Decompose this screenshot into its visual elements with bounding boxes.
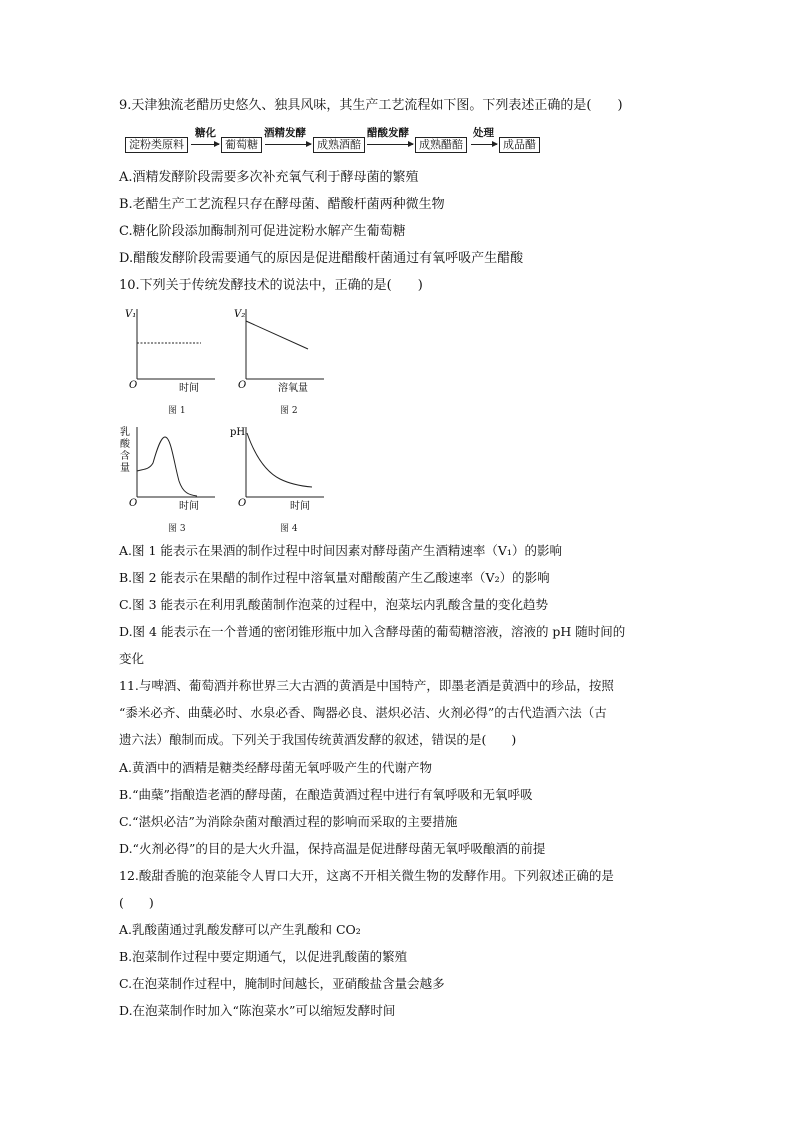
fig3-y-label-char-1: 乳 [120, 427, 130, 438]
q9-stem: 9.天津独流老醋历史悠久、独具风味，其生产工艺流程如下图。下列表述正确的是( ) [119, 98, 623, 113]
fig1-x-label: 时间 [179, 383, 199, 394]
q11-option-a: A.黄酒中的酒精是糖类经酵母菌无氧呼吸产生的代谢产物 [119, 760, 433, 775]
fig4-y-label: pH [230, 427, 246, 438]
flow-arrow-label-processing: 处理 [473, 127, 494, 139]
fig4-decay-curve [247, 433, 312, 487]
q9-option-d: D.醋酸发酵阶段需要通气的原因是促进醋酸杆菌通过有氧呼吸产生醋酸 [119, 251, 524, 266]
flow-arrow-1 [191, 144, 219, 145]
q10-option-d-continued: 变化 [119, 651, 145, 666]
figure-3-graph [119, 423, 219, 515]
q12-stem-line-2: ( ) [119, 895, 154, 910]
flow-box-starch: 淀粉类原料 [125, 137, 188, 153]
fig3-y-label-char-3: 含 [120, 451, 130, 462]
q9-option-c: C.糖化阶段添加酶制剂可促进淀粉水解产生葡萄糖 [119, 224, 406, 239]
q10-option-c: C.图 3 能表示在利用乳酸菌制作泡菜的过程中，泡菜坛内乳酸含量的变化趋势 [119, 597, 548, 612]
q11-option-c: C.“湛炽必洁”为消除杂菌对酿酒过程的影响而采取的主要措施 [119, 814, 458, 829]
figure-4-graph [228, 423, 328, 515]
flow-box-mature-vinegar-mash: 成熟醋醅 [415, 137, 467, 153]
fig1-origin: O [129, 380, 138, 391]
q11-stem-line-2: “黍米必齐、曲蘖必时、水泉必香、陶器必良、湛炽必洁、火剂必得”的古代造酒六法（古 [119, 705, 607, 720]
q12-option-c: C.在泡菜制作过程中，腌制时间越长，亚硝酸盐含量会越多 [119, 976, 445, 991]
q10-stem: 10.下列关于传统发酵技术的说法中，正确的是( ) [119, 278, 423, 293]
fig2-y-label: V₂ [234, 309, 246, 320]
flow-arrow-2 [265, 144, 311, 145]
q9-option-b: B.老醋生产工艺流程只存在酵母菌、醋酸杆菌两种微生物 [119, 197, 445, 212]
fig1-caption: 图 1 [168, 406, 186, 416]
flow-box-final-vinegar: 成品醋 [499, 137, 540, 153]
fig3-caption: 图 3 [168, 524, 186, 534]
flow-arrow-label-acetic-fermentation: 醋酸发酵 [367, 127, 409, 139]
fig3-y-label-char-2: 酸 [120, 439, 130, 450]
fig2-caption: 图 2 [280, 406, 298, 416]
q11-option-d: D.“火剂必得”的目的是大火升温，保持高温是促进酵母菌无氧呼吸酿酒的前提 [119, 841, 546, 856]
q10-option-b: B.图 2 能表示在果醋的制作过程中溶氧量对醋酸菌产生乙酸速率（V₂）的影响 [119, 570, 550, 585]
figure-2-graph [228, 305, 328, 397]
q10-option-d: D.图 4 能表示在一个普通的密闭锥形瓶中加入含酵母菌的葡萄糖溶液，溶液的 pH 随时间的 [119, 624, 626, 639]
fig2-origin: O [238, 380, 247, 391]
q10-option-a: A.图 1 能表示在果酒的制作过程中时间因素对酵母菌产生酒精速率（V₁）的影响 [119, 543, 562, 558]
q9-option-a: A.酒精发酵阶段需要多次补充氧气利于酵母菌的繁殖 [119, 170, 419, 185]
fig3-y-label-char-4: 量 [120, 463, 130, 474]
fig1-y-label: V₁ [125, 309, 137, 320]
fig3-x-label: 时间 [179, 501, 199, 512]
flow-arrow-label-alcohol-fermentation: 酒精发酵 [264, 127, 306, 139]
q12-option-d: D.在泡菜制作时加入“陈泡菜水”可以缩短发酵时间 [119, 1003, 396, 1018]
fig3-peak-curve [137, 437, 197, 496]
flow-arrow-label-saccharification: 糖化 [195, 127, 216, 139]
q9-process-flow-diagram [125, 128, 555, 158]
flow-arrow-4 [471, 144, 497, 145]
fig4-caption: 图 4 [280, 524, 298, 534]
fig2-decreasing-line [246, 321, 308, 349]
q12-option-a: A.乳酸菌通过乳酸发酵可以产生乳酸和 CO₂ [119, 922, 361, 937]
fig4-x-label: 时间 [290, 501, 310, 512]
flow-arrow-3 [367, 144, 413, 145]
q11-option-b: B.“曲蘖”指酿造老酒的酵母菌，在酿造黄酒过程中进行有氧呼吸和无氧呼吸 [119, 787, 533, 802]
q12-stem-line-1: 12.酸甜香脆的泡菜能令人胃口大开，这离不开相关微生物的发酵作用。下列叙述正确的是 [119, 868, 614, 883]
fig3-origin: O [129, 498, 138, 509]
fig4-origin: O [238, 498, 247, 509]
q12-option-b: B.泡菜制作过程中要定期通气，以促进乳酸菌的繁殖 [119, 949, 408, 964]
flow-box-glucose: 葡萄糖 [221, 137, 262, 153]
q11-stem-line-1: 11.与啤酒、葡萄酒并称世界三大古酒的黄酒是中国特产，即墨老酒是黄酒中的珍品，按照 [119, 678, 614, 693]
flow-box-mature-wine-mash: 成熟酒醅 [313, 137, 365, 153]
q11-stem-line-3: 遗六法）酿制而成。下列关于我国传统黄酒发酵的叙述，错误的是( ) [119, 732, 517, 747]
fig2-x-label: 溶氧量 [278, 383, 308, 394]
figure-1-graph [119, 305, 219, 397]
